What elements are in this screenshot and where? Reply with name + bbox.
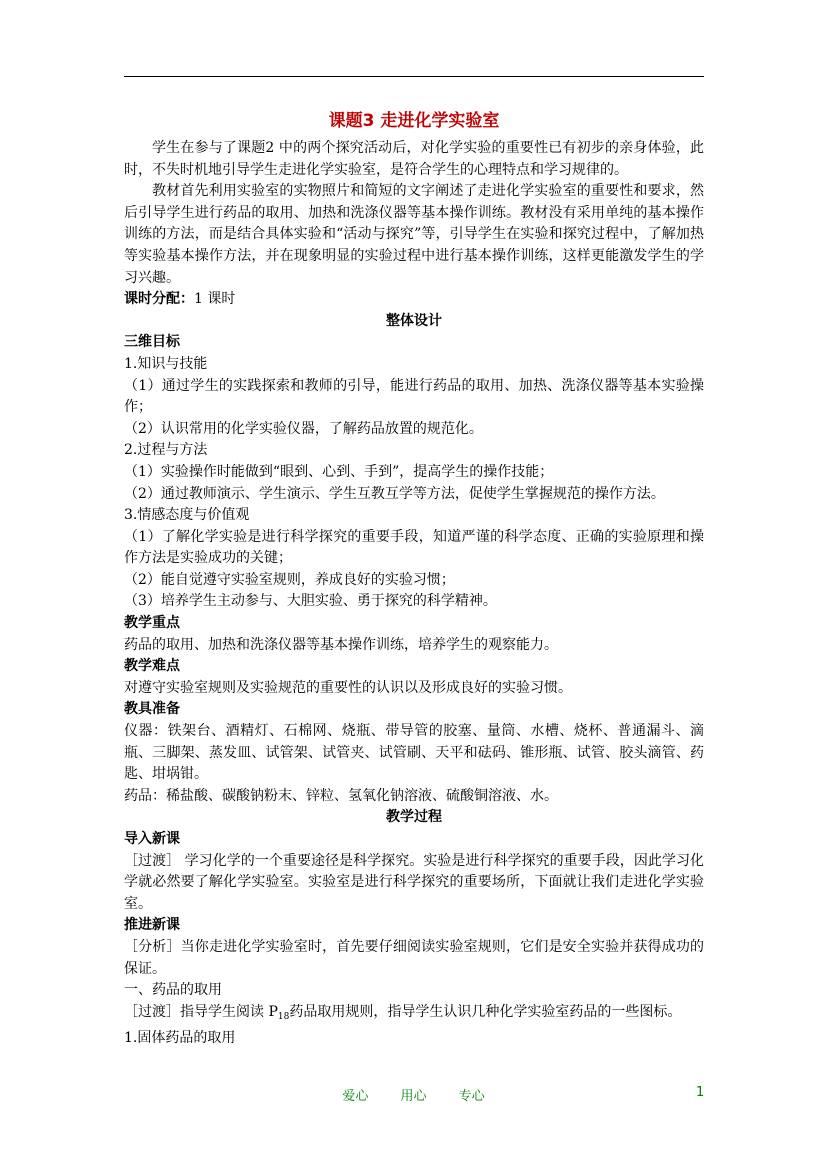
process-heading: 教学过程 <box>386 809 442 826</box>
goal2-title: 2.过程与方法 <box>124 442 208 459</box>
advance-text: ［分析］当你走进化学实验室时，首先要仔细阅读实验室规则，它们是安全实验并获得成功的保证。 <box>124 938 704 977</box>
key-text: 药品的取用、加热和洗涤仪器等基本操作训练，培养学生的观察能力。 <box>124 636 558 653</box>
prep-chemicals: 药品：稀盐酸、碳酸钠粉末、锌粒、氢氧化钠溶液、硫酸铜溶液、水。 <box>124 787 558 804</box>
intro-paragraph-1: 学生在参与了课题2 中的两个探究活动后，对化学实验的重要性已有初步的亲身体验，此时，不失时机地引导学生走进化学实验室，是符合学生的心理特点和学习规律的。 <box>124 140 704 178</box>
goal2-item-2: （2）通过教师演示、学生演示、学生互教互学等方法，促使学生掌握规范的操作方法。 <box>124 485 665 502</box>
page-title: 课题3 走进化学实验室 <box>328 111 500 131</box>
page-number: 1 <box>696 1085 705 1100</box>
intro-paragraph-2: 教材首先利用实验室的实物照片和简短的文字阐述了走进化学实验室的重要性和要求，然后引导学生进行药品的取用、加热和洗涤仪器等基本操作训练。教材没有采用单纯的基本操作训练的方法，而是结合具体实验和“活动与探究”等，引导学生在实验和探究过程中，了解加热等实验基本操作方法，并在现象明显的实验过程中进行基本操作训练，这样更能激发学生的学习兴趣。 <box>124 183 704 286</box>
intro-new-text: ［过渡］ 学习化学的一个重要途径是科学探究。实验是进行科学探究的重要手段，因此学习化学就必然要了解化学实验室。实验室是进行科学探究的重要场所，下面就让我们走进化学实验室。 <box>124 852 704 912</box>
footer-motto-1: 爱心 <box>342 1089 369 1104</box>
goal1-item-1: （1）通过学生的实践探索和教师的引导，能进行药品的取用、加热、洗涤仪器等基本实验操作； <box>124 377 704 416</box>
goal2-item-1: （1）实验操作时能做到“眼到、心到、手到”，提高学生的操作技能； <box>124 463 554 480</box>
page-footer <box>0 1085 827 1105</box>
transition-pre: ［过渡］指导学生阅读 P <box>124 1003 278 1020</box>
header-rule <box>124 76 704 77</box>
goal1-title: 1.知识与技能 <box>124 355 208 372</box>
goal3-title: 3.情感态度与价值观 <box>124 507 250 524</box>
transition-post: 药品取用规则，指导学生认识几种化学实验室药品的一些图标。 <box>289 1003 682 1020</box>
transition-text <box>124 1002 704 1029</box>
section1-title: 一、药品的取用 <box>124 982 222 999</box>
goal3-item-1: （1）了解化学实验是进行科学探究的重要手段，知道严谨的科学态度、正确的实验原理和操作方法是实验成功的关键； <box>124 528 704 567</box>
goals-heading: 三维目标 <box>124 334 180 351</box>
footer-motto-3: 专心 <box>458 1089 485 1104</box>
prep-heading: 教具准备 <box>124 701 180 718</box>
intro-new-heading: 导入新课 <box>124 831 180 847</box>
document-body <box>124 108 704 1050</box>
key-heading: 教学重点 <box>124 615 180 632</box>
class-hours-label: 课时分配： <box>124 291 194 308</box>
class-hours <box>124 289 704 311</box>
goal1-item-2: （2）认识常用的化学实验仪器，了解药品放置的规范化。 <box>124 420 483 437</box>
goal3-item-3: （3）培养学生主动参与、大胆实验、勇于探究的科学精神。 <box>124 593 497 610</box>
difficulty-heading: 教学难点 <box>124 658 180 675</box>
footer-motto-2: 用心 <box>400 1089 427 1104</box>
goal3-item-2: （2）能自觉遵守实验室规则，养成良好的实验习惯； <box>124 571 455 588</box>
class-hours-value: 1 课时 <box>194 291 236 308</box>
transition-subscript: 18 <box>277 1011 290 1022</box>
solid-title: 1.固体药品的取用 <box>124 1030 236 1047</box>
difficulty-text: 对遵守实验室规则及实验规范的重要性的认识以及形成良好的实验习惯。 <box>124 679 572 696</box>
prep-instruments: 仪器：铁架台、酒精灯、石棉网、烧瓶、带导管的胶塞、量筒、水槽、烧杯、普通漏斗、滴瓶、三脚架、蒸发皿、试管架、试管夹、试管刷、天平和砝码、锥形瓶、试管、胶头滴管、药匙、坩埚钳。 <box>124 723 704 783</box>
overall-design-heading: 整体设计 <box>386 312 442 329</box>
advance-heading: 推进新课 <box>124 917 180 934</box>
